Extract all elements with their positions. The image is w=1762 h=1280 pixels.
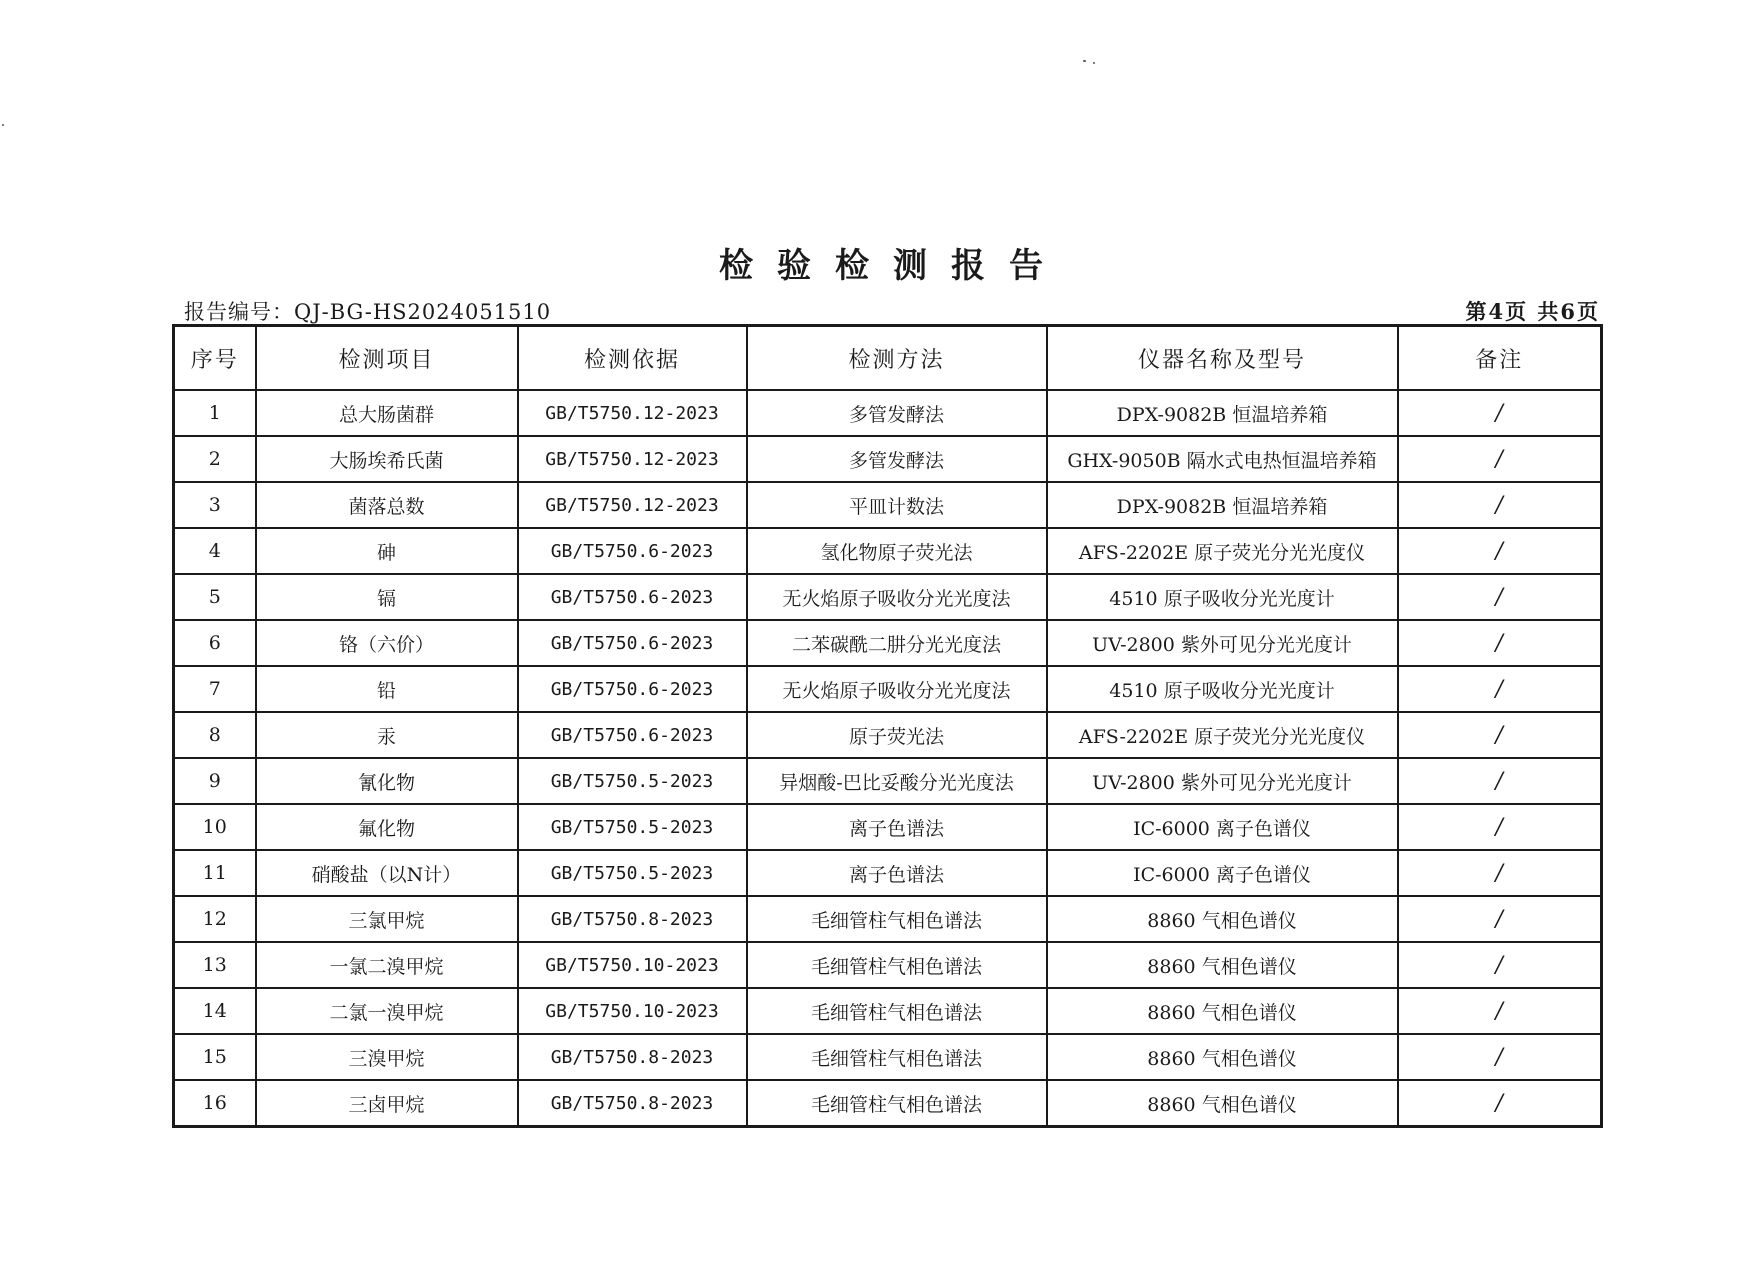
column-header-instrument: 仪器名称及型号: [1047, 326, 1398, 391]
cell-basis: GB/T5750.6-2023: [518, 712, 747, 758]
cell-basis: GB/T5750.6-2023: [518, 528, 747, 574]
scan-speck: [1093, 62, 1095, 64]
cell-method: 毛细管柱气相色谱法: [747, 1080, 1047, 1127]
cell-basis: GB/T5750.6-2023: [518, 574, 747, 620]
cell-item: 硝酸盐（以N计）: [256, 850, 518, 896]
cell-remark: /: [1398, 758, 1602, 804]
cell-method: 毛细管柱气相色谱法: [747, 1034, 1047, 1080]
cell-instrument: 4510 原子吸收分光光度计: [1047, 574, 1398, 620]
cell-instrument: IC-6000 离子色谱仪: [1047, 804, 1398, 850]
cell-item: 一氯二溴甲烷: [256, 942, 518, 988]
cell-remark: /: [1398, 436, 1602, 482]
document-title: 检验检测报告: [719, 246, 1067, 286]
cell-no: 15: [174, 1034, 256, 1080]
cell-no: 2: [174, 436, 256, 482]
cell-item: 镉: [256, 574, 518, 620]
report-number: 报告编号：QJ-BG-HS2024051510: [184, 300, 552, 324]
table-row: [174, 436, 1602, 482]
table-row: [174, 574, 1602, 620]
page-number: 第4页 共6页: [1465, 299, 1600, 324]
table-row: [174, 804, 1602, 850]
cell-instrument: 8860 气相色谱仪: [1047, 942, 1398, 988]
cell-remark: /: [1398, 390, 1602, 436]
cell-item: 氟化物: [256, 804, 518, 850]
cell-no: 5: [174, 574, 256, 620]
cell-basis: GB/T5750.12-2023: [518, 390, 747, 436]
cell-no: 16: [174, 1080, 256, 1127]
cell-remark: /: [1398, 482, 1602, 528]
cell-basis: GB/T5750.6-2023: [518, 666, 747, 712]
cell-method: 离子色谱法: [747, 850, 1047, 896]
cell-remark: /: [1398, 1080, 1602, 1127]
cell-remark: /: [1398, 896, 1602, 942]
cell-no: 13: [174, 942, 256, 988]
cell-item: 总大肠菌群: [256, 390, 518, 436]
table-row: [174, 712, 1602, 758]
table-row: [174, 1080, 1602, 1127]
cell-basis: GB/T5750.10-2023: [518, 988, 747, 1034]
cell-no: 3: [174, 482, 256, 528]
cell-remark: /: [1398, 712, 1602, 758]
cell-basis: GB/T5750.10-2023: [518, 942, 747, 988]
cell-remark: /: [1398, 804, 1602, 850]
table-row: [174, 942, 1602, 988]
cell-no: 11: [174, 850, 256, 896]
cell-remark: /: [1398, 620, 1602, 666]
cell-no: 7: [174, 666, 256, 712]
cell-instrument: DPX-9082B 恒温培养箱: [1047, 482, 1398, 528]
cell-basis: GB/T5750.8-2023: [518, 1080, 747, 1127]
cell-no: 8: [174, 712, 256, 758]
cell-method: 多管发酵法: [747, 436, 1047, 482]
cell-item: 氰化物: [256, 758, 518, 804]
cell-basis: GB/T5750.5-2023: [518, 758, 747, 804]
cell-item: 铬（六价）: [256, 620, 518, 666]
cell-instrument: DPX-9082B 恒温培养箱: [1047, 390, 1398, 436]
cell-no: 9: [174, 758, 256, 804]
table-row: [174, 620, 1602, 666]
cell-method: 毛细管柱气相色谱法: [747, 988, 1047, 1034]
table-row: [174, 666, 1602, 712]
cell-item: 二氯一溴甲烷: [256, 988, 518, 1034]
column-header-no: 序号: [174, 326, 256, 391]
column-header-method: 检测方法: [747, 326, 1047, 391]
cell-no: 6: [174, 620, 256, 666]
cell-no: 10: [174, 804, 256, 850]
cell-method: 原子荧光法: [747, 712, 1047, 758]
table-row: [174, 528, 1602, 574]
table-row: [174, 758, 1602, 804]
column-header-basis: 检测依据: [518, 326, 747, 391]
table-row: [174, 850, 1602, 896]
cell-item: 大肠埃希氏菌: [256, 436, 518, 482]
cell-remark: /: [1398, 528, 1602, 574]
cell-method: 毛细管柱气相色谱法: [747, 896, 1047, 942]
cell-basis: GB/T5750.8-2023: [518, 896, 747, 942]
cell-basis: GB/T5750.5-2023: [518, 850, 747, 896]
cell-no: 1: [174, 390, 256, 436]
cell-no: 12: [174, 896, 256, 942]
cell-remark: /: [1398, 1034, 1602, 1080]
cell-instrument: UV-2800 紫外可见分光光度计: [1047, 758, 1398, 804]
cell-method: 离子色谱法: [747, 804, 1047, 850]
cell-instrument: AFS-2202E 原子荧光分光光度仪: [1047, 712, 1398, 758]
cell-item: 菌落总数: [256, 482, 518, 528]
table-row: [174, 988, 1602, 1034]
cell-method: 无火焰原子吸收分光光度法: [747, 666, 1047, 712]
cell-basis: GB/T5750.5-2023: [518, 804, 747, 850]
cell-remark: /: [1398, 574, 1602, 620]
cell-item: 三卤甲烷: [256, 1080, 518, 1127]
cell-item: 三氯甲烷: [256, 896, 518, 942]
cell-item: 汞: [256, 712, 518, 758]
cell-basis: GB/T5750.6-2023: [518, 620, 747, 666]
table-row: [174, 482, 1602, 528]
cell-remark: /: [1398, 666, 1602, 712]
cell-basis: GB/T5750.8-2023: [518, 1034, 747, 1080]
cell-no: 4: [174, 528, 256, 574]
cell-item: 三溴甲烷: [256, 1034, 518, 1080]
cell-remark: /: [1398, 942, 1602, 988]
cell-remark: /: [1398, 988, 1602, 1034]
scan-speck: [1083, 60, 1086, 62]
cell-instrument: AFS-2202E 原子荧光分光光度仪: [1047, 528, 1398, 574]
cell-method: 毛细管柱气相色谱法: [747, 942, 1047, 988]
cell-instrument: 8860 气相色谱仪: [1047, 896, 1398, 942]
cell-basis: GB/T5750.12-2023: [518, 482, 747, 528]
table-row: [174, 390, 1602, 436]
cell-instrument: 8860 气相色谱仪: [1047, 988, 1398, 1034]
cell-item: 铅: [256, 666, 518, 712]
cell-method: 异烟酸-巴比妥酸分光光度法: [747, 758, 1047, 804]
cell-method: 平皿计数法: [747, 482, 1047, 528]
table-header-row: [174, 326, 1602, 391]
column-header-item: 检测项目: [256, 326, 518, 391]
column-header-remark: 备注: [1398, 326, 1602, 391]
cell-instrument: 4510 原子吸收分光光度计: [1047, 666, 1398, 712]
cell-method: 二苯碳酰二肼分光光度法: [747, 620, 1047, 666]
cell-method: 无火焰原子吸收分光光度法: [747, 574, 1047, 620]
cell-method: 多管发酵法: [747, 390, 1047, 436]
cell-item: 砷: [256, 528, 518, 574]
cell-remark: /: [1398, 850, 1602, 896]
cell-no: 14: [174, 988, 256, 1034]
cell-instrument: IC-6000 离子色谱仪: [1047, 850, 1398, 896]
cell-instrument: 8860 气相色谱仪: [1047, 1080, 1398, 1127]
table-row: [174, 1034, 1602, 1080]
scan-speck: [2, 124, 4, 126]
cell-instrument: 8860 气相色谱仪: [1047, 1034, 1398, 1080]
table-row: [174, 896, 1602, 942]
cell-method: 氢化物原子荧光法: [747, 528, 1047, 574]
cell-instrument: GHX-9050B 隔水式电热恒温培养箱: [1047, 436, 1398, 482]
cell-basis: GB/T5750.12-2023: [518, 436, 747, 482]
inspection-table: [172, 324, 1603, 1128]
cell-instrument: UV-2800 紫外可见分光光度计: [1047, 620, 1398, 666]
